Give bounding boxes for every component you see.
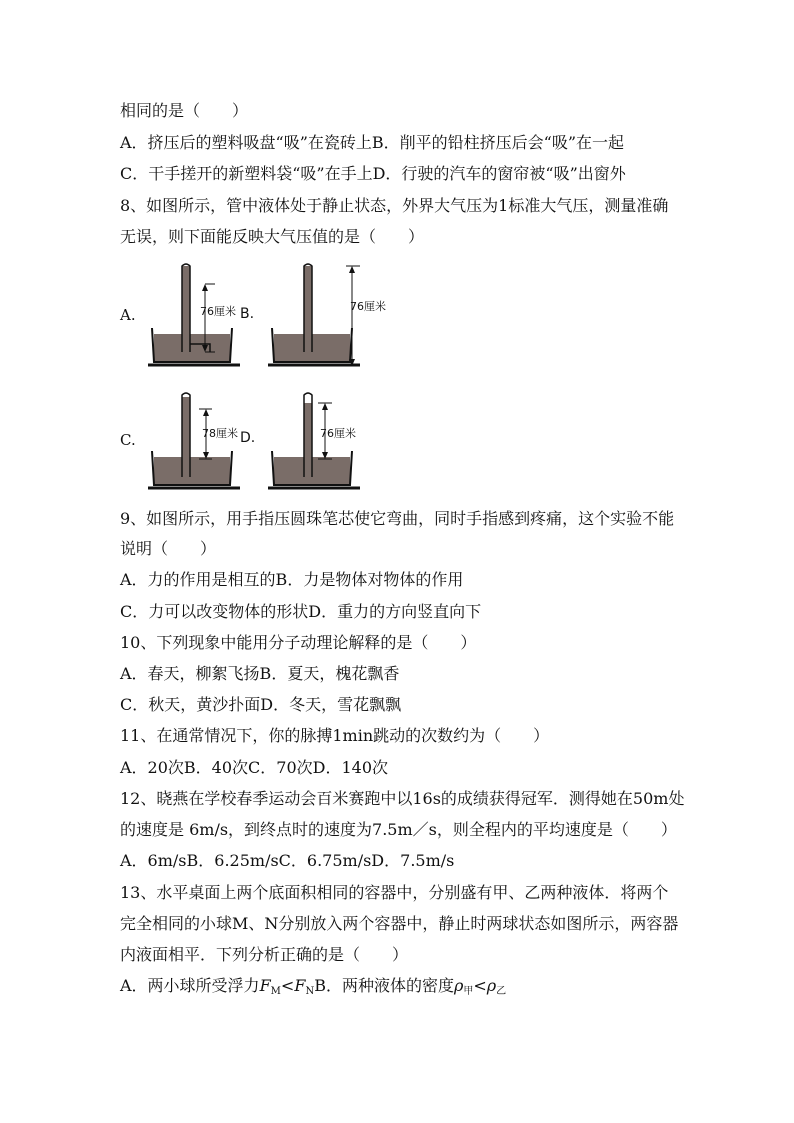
fig-option-b-label: B. bbox=[240, 306, 255, 322]
q12-options: A．6m/sB．6.25m/sC．6.75m/sD．7.5m/s bbox=[120, 851, 455, 870]
figure-c bbox=[148, 389, 258, 495]
fig-a-measure: 76厘米 bbox=[200, 305, 236, 318]
q7-options-ab: A．挤压后的塑料吸盘“吸”在瓷砖上B．削平的铅柱挤压后会“吸”在一起 bbox=[120, 133, 625, 152]
q9-stem-line2: 说明（ ） bbox=[120, 539, 217, 558]
q7-stem-end: 相同的是（ ） bbox=[120, 101, 249, 120]
fig-option-a-label: A. bbox=[120, 306, 136, 324]
q8-stem-line1: 8、如图所示，管中液体处于静止状态，外界大气压为1标准大气压，测量准确 bbox=[120, 196, 669, 215]
q9-options-cd: C．力可以改变物体的形状D．重力的方向竖直向下 bbox=[120, 602, 482, 621]
q13-option-b-text: B．两种液体的密度 bbox=[314, 976, 454, 995]
figure-a bbox=[148, 262, 255, 372]
figure-b bbox=[268, 262, 386, 372]
q13-less-than: < bbox=[280, 976, 295, 995]
q13-option-a-text: A．两小球所受浮力 bbox=[120, 976, 260, 995]
q9-options-ab: A．力的作用是相互的B．力是物体对物体的作用 bbox=[120, 570, 464, 589]
fig-d-measure: 76厘米 bbox=[320, 427, 356, 440]
q11-stem: 11、在通常情况下，你的脉搏1min跳动的次数约为（ ） bbox=[120, 726, 550, 745]
q7-options-cd: C．干手搓开的新塑料袋“吸”在手上D．行驶的汽车的窗帘被“吸”出窗外 bbox=[120, 164, 626, 183]
fig-c-measure: 78厘米 bbox=[202, 427, 238, 440]
q13-subscript-n: N bbox=[305, 986, 315, 997]
q13-rho-jia: ρ bbox=[453, 976, 464, 995]
q13-options-ab bbox=[120, 976, 506, 1002]
q13-less-than-2: < bbox=[473, 976, 487, 995]
q10-options-ab: A．春天，柳絮飞扬B．夏天，槐花飘香 bbox=[120, 664, 400, 683]
q13-stem-line2: 完全相同的小球M、N分别放入两个容器中，静止时两球状态如图所示，两容器 bbox=[120, 914, 679, 933]
q10-stem: 10、下列现象中能用分子动理论解释的是（ ） bbox=[120, 633, 477, 652]
q13-rho-yi: ρ bbox=[486, 976, 497, 995]
q13-force-symbol-m: F bbox=[259, 976, 271, 995]
q10-options-cd: C．秋天，黄沙扑面D．冬天，雪花飘飘 bbox=[120, 695, 402, 714]
q9-stem-line1: 9、如图所示，用手指压圆珠笔芯使它弯曲，同时手指感到疼痛，这个实验不能 bbox=[120, 509, 675, 528]
q13-force-symbol-n: F bbox=[294, 976, 306, 995]
figure-d bbox=[268, 389, 378, 495]
q12-stem-line2: 的速度是 6m/s，到终点时的速度为7.5m／s，则全程内的平均速度是（ ） bbox=[120, 820, 677, 839]
q13-subscript-yi: 乙 bbox=[496, 986, 507, 997]
q13-subscript-jia: 甲 bbox=[463, 986, 474, 997]
q13-stem-line3: 内液面相平．下列分析正确的是（ ） bbox=[120, 945, 409, 964]
fig-option-d-label: D. bbox=[240, 430, 256, 446]
q13-stem-line1: 13、水平桌面上两个底面积相同的容器中，分别盛有甲、乙两种液体．将两个 bbox=[120, 883, 669, 902]
fig-option-c-label: C. bbox=[120, 431, 136, 449]
q8-stem-line2: 无误，则下面能反映大气压值的是（ ） bbox=[120, 227, 425, 246]
q12-stem-line1: 12、晓燕在学校春季运动会百米赛跑中以16s的成绩获得冠军．测得她在50m处 bbox=[120, 789, 685, 808]
q13-subscript-m: M bbox=[270, 986, 281, 997]
q11-options: A．20次B．40次C．70次D．140次 bbox=[120, 758, 389, 777]
fig-b-measure: 76厘米 bbox=[350, 300, 386, 313]
